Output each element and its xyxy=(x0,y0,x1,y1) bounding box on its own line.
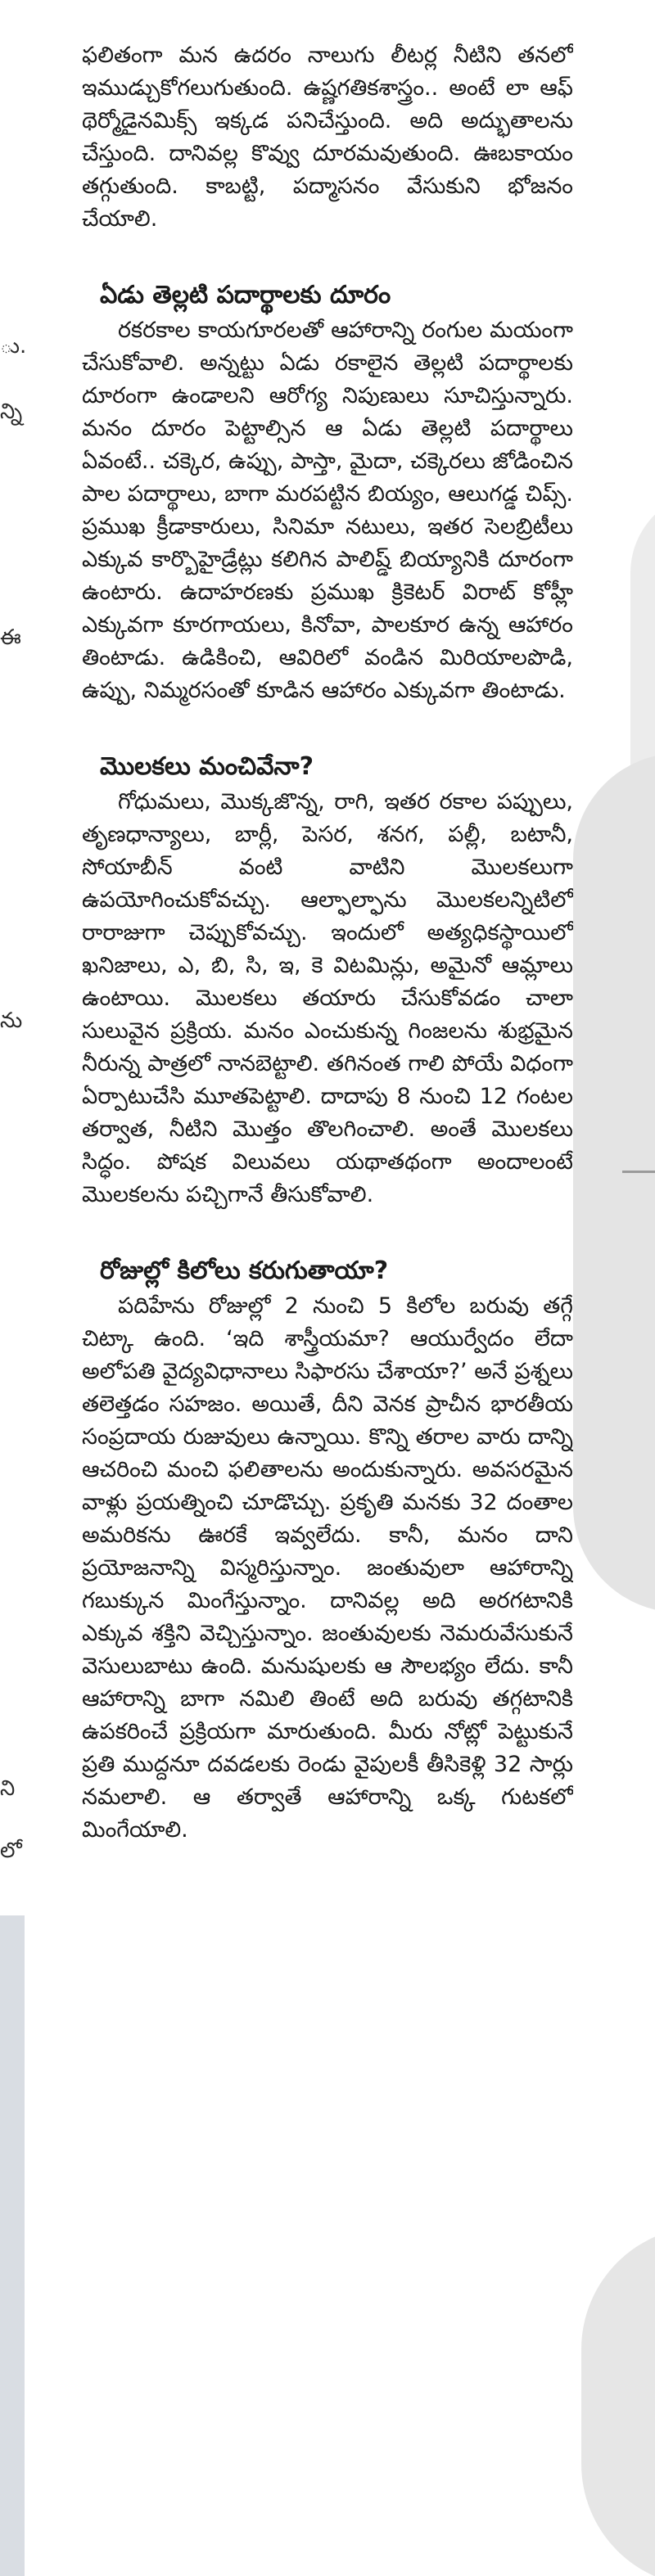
section-body-weight-loss: పదిహేను రోజుల్లో 2 నుంచి 5 కిలోల బరువు తగ్గే చిట్కా ఉంది. ‘ఇది శాస్త్రీయమా? ఆయుర్వేదం లేదా అలోపతి వైద్యవిధానాలు సిఫారసు చేశాయా?’ అనే ప్రశ్నలు తలెత్తడం సహజం. అయితే, దీని వెనక ప్రాచీన భారతీయ సంప్రదాయ రుజువులు ఉన్నాయి. కొన్ని తరాల వారు దాన్ని ఆచరించి మంచి ఫలితాలను అందుకున్నారు. అవసరమైన వాళ్లు ప్రయత్నించి చూడొచ్చు. ప్రకృతి మనకు 32 దంతాల అమరికను ఊరకే ఇవ్వలేదు. కానీ, మనం దాని ప్రయోజనాన్ని విస్మరిస్తున్నాం. జంతువులా ఆహారాన్ని గబుక్కున మింగేస్తున్నాం. దానివల్ల అది అరగటానికి ఎక్కువ శక్తిని వెచ్చిస్తున్నాం. జంతువులకు నెమరువేసుకునే వెసులుబాటు ఉంది. మనుషులకు ఆ సౌలభ్యం లేదు. కానీ ఆహారాన్ని బాగా నమిలి తింటే అది బరువు తగ్గటానికి ఉపకరించే ప్రక్రియగా మారుతుంది. మీరు నోట్లో పెట్టుకునే ప్రతి ముద్దనూ దవడలకు రెండు వైపులకీ తీసికెళ్లి 32 సార్లు నమలాలి. ఆ తర్వాతే ఆహారాన్ని ఒక్క గుటకలో మింగేయాలి. xyxy=(82,1293,573,1843)
left-column-fragment: ు. xyxy=(0,334,27,359)
adjacent-image-edge xyxy=(0,1915,25,2576)
left-column-fragment: లో xyxy=(0,1838,22,1863)
section-body-white-foods: రకరకాల కాయగూరలతో ఆహారాన్ని రంగుల మయంగా చేసుకోవాలి. అన్నట్టు ఏడు రకాలైన తెల్లటి పదార్థాలకు దూరంగా ఉండాలని ఆరోగ్య నిపుణులు సూచిస్తున్నారు. మనం దూరం పెట్టాల్సిన ఆ ఏడు తెల్లటి పదార్థాలు ఏవంటే.. చక్కెర, ఉప్పు, పాస్తా, మైదా, చక్కెరలు జోడించిన పాల పదార్థాలు, బాగా మరపట్టిన బియ్యం, ఆలుగడ్డ చిప్స్. ప్రముఖ క్రీడాకారులు, సినిమా నటులు, ఇతర సెలబ్రిటీలు ఎక్కువ కార్బొహైడ్రేట్లు కలిగిన పాలిష్డ్ బియ్యానికి దూరంగా ఉంటారు. ఉదాహరణకు ప్రముఖ క్రికెటర్ విరాట్ కోహ్లీ ఎక్కువగా కూరగాయలు, కినోవా, పాలకూర ఉన్న ఆహారం తింటాడు. ఉడికించి, ఆవిరిలో వండిన మిరియాలపొడి, ఉప్పు, నిమ్మరసంతో కూడిన ఆహారం ఎక్కువగా తింటాడు. xyxy=(82,318,573,703)
section-heading-white-foods: ఏడు తెల్లటి పదార్థాలకు దూరం xyxy=(100,281,391,309)
section-heading-weight-loss: రోజుల్లో కిలోలు కరుగుతాయా? xyxy=(100,1256,389,1285)
silhouette-shape-lower xyxy=(581,2226,655,2576)
silhouette-line xyxy=(622,1171,655,1173)
left-column-fragment: ను xyxy=(0,1008,23,1033)
section-heading-sprouts: మొలకలు మంచివేనా? xyxy=(100,752,314,781)
left-column-fragment: ఈ xyxy=(0,625,21,650)
left-column-fragment: ని xyxy=(0,1776,16,1801)
silhouette-shape-middle xyxy=(573,753,655,1613)
left-column-fragment: న్ని xyxy=(0,399,23,424)
adjacent-column-edge xyxy=(0,0,33,2576)
intro-paragraph: ఫలితంగా మన ఉదరం నాలుగు లీటర్ల నీటిని తనలో ఇముడ్చుకోగలుగుతుంది. ఉష్ణగతికశాస్త్రం.. అంటే లా ఆఫ్ థెర్మోడైనమిక్స్ ఇక్కడ పనిచేస్తుంది. అది అద్భుతాలను చేస్తుంది. దానివల్ల కొవ్వు దూరమవుతుంది. ఊబకాయం తగ్గుతుంది. కాబట్టి, పద్మాసనం వేసుకుని భోజనం చేయాలి. xyxy=(82,43,573,232)
section-body-sprouts: గోధుమలు, మొక్కజొన్న, రాగి, ఇతర రకాల పప్పులు, తృణధాన్యాలు, బార్లీ, పెసర, శనగ, పల్లీ, బటానీ, సోయాబీన్ వంటి వాటిని మొలకలుగా ఉపయోగించుకోవచ్చు. ఆల్ఫాల్ఫాను మొలకలన్నిటిలో రారాజుగా చెప్పుకోవచ్చు. ఇందులో అత్యధికస్థాయిలో ఖనిజాలు, ఎ, బి, సి, ఇ, కె విటమిన్లు, అమైనో ఆమ్లాలు ఉంటాయి. మొలకలు తయారు చేసుకోవడం చాలా సులువైన ప్రక్రియ. మనం ఎంచుకున్న గింజలను శుభ్రమైన నీరున్న పాత్రలో నానబెట్టాలి. తగినంత గాలి పోయే విధంగా ఏర్పాటుచేసి మూతపెట్టాలి. దాదాపు 8 నుంచి 12 గంటల తర్వాత, నీటిని మొత్తం తొలగించాలి. అంతే మొలకలు సిద్ధం. పోషక విలువలు యథాతథంగా అందాలంటే మొలకలను పచ్చిగానే తీసుకోవాలి. xyxy=(82,789,573,1207)
article-column xyxy=(82,33,573,2554)
